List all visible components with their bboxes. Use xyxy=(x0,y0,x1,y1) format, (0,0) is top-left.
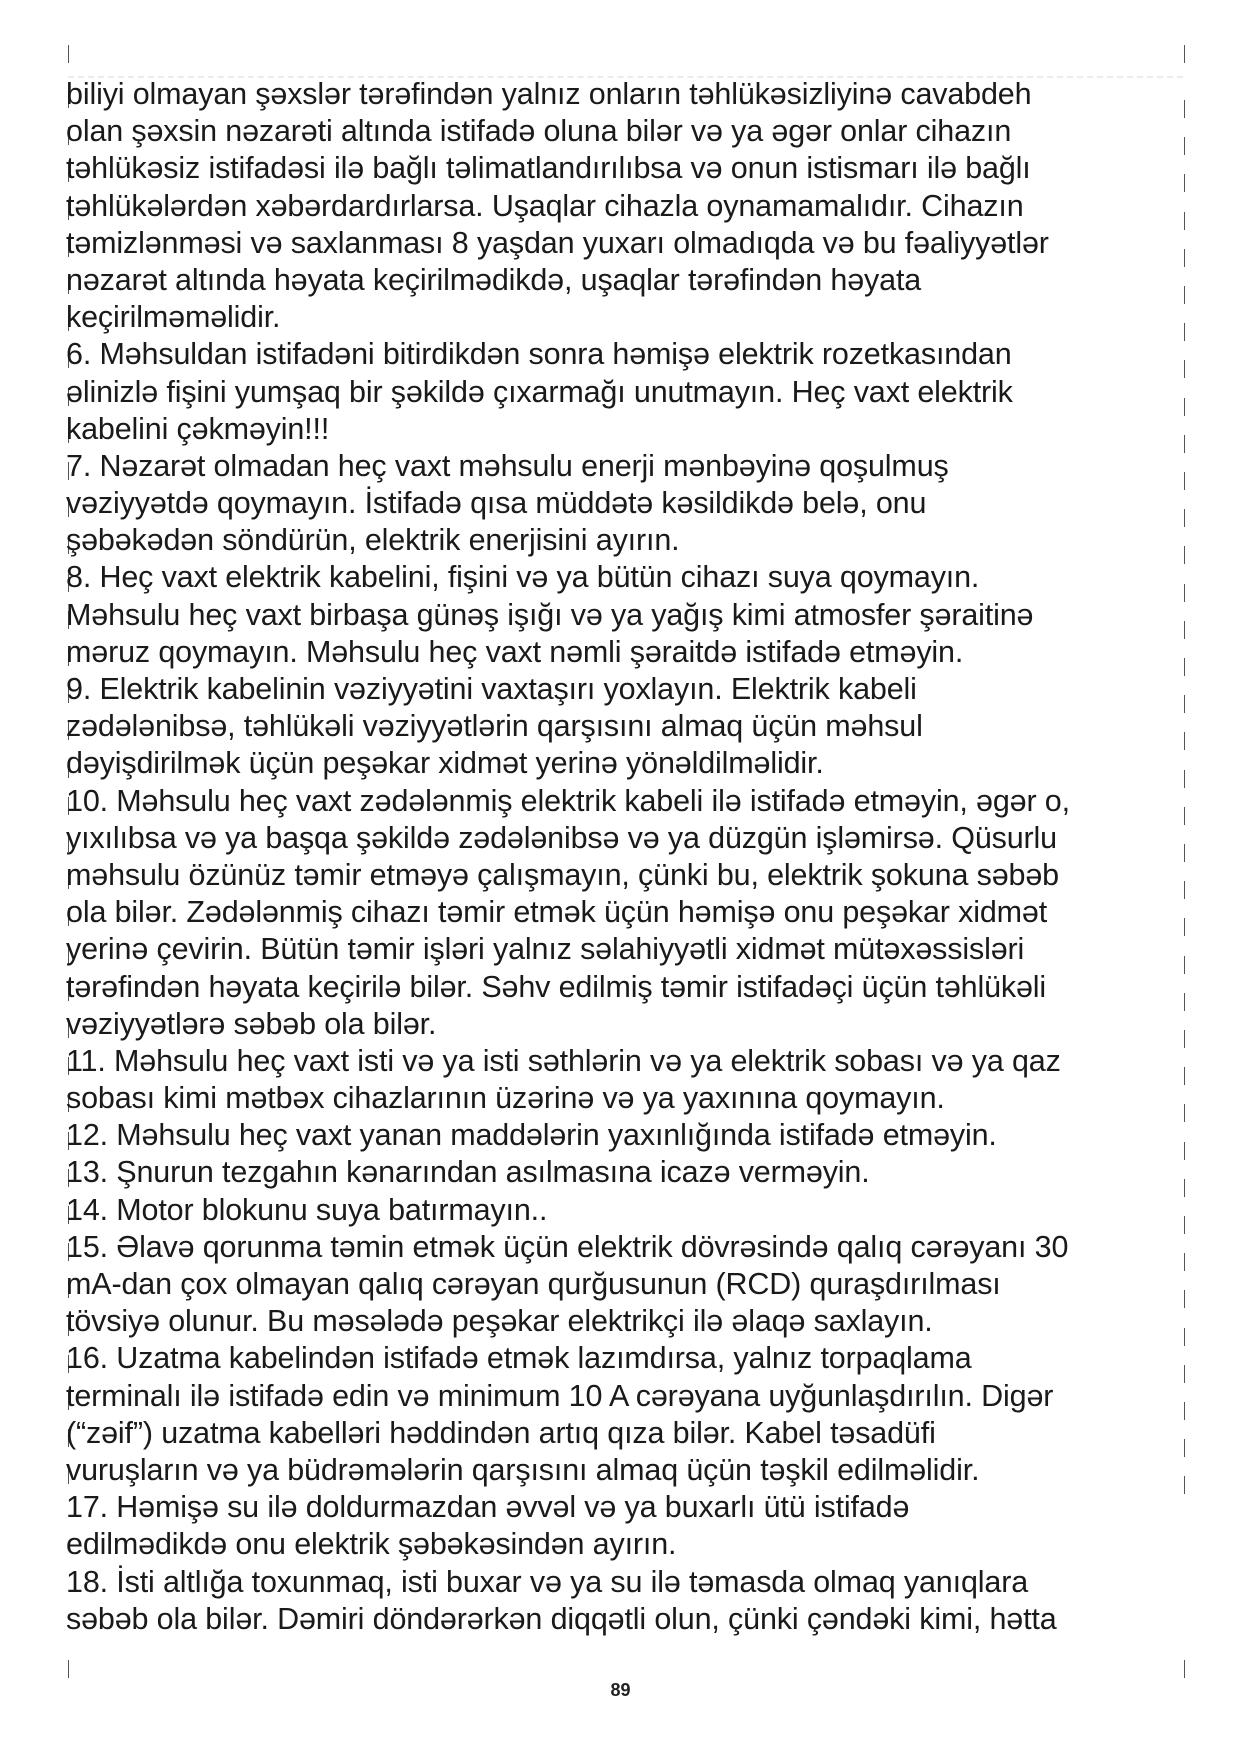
text-line: vəziyyətlərə səbəb ola bilər. xyxy=(66,1006,437,1041)
text-line: terminalı ilə istifadə edin və minimum 10 A cərəyana uyğunlaşdırılın. Digər xyxy=(66,1378,1054,1413)
text-line: zədələnibsə, təhlükəli vəziyyətlərin qarşısını almaq üçün məhsul xyxy=(66,709,923,744)
text-line: mA-dan çox olmayan qalıq cərəyan qurğusunun (RCD) quraşdırılması xyxy=(66,1267,1001,1301)
text-line: 13. Şnurun tezgahın kənarından asılmasına icazə verməyin. xyxy=(66,1155,870,1190)
margin-rule xyxy=(1184,45,1185,63)
text-line: tövsiyə olunur. Bu məsələdə peşəkar elektrikçi ilə əlaqə saxlayın. xyxy=(66,1304,933,1339)
text-line: səbəb ola bilər. Dəmiri döndərərkən diqqətli olun, çünki çəndəki kimi, hətta xyxy=(66,1601,1057,1636)
text-line: sobası kimi mətbəx cihazlarının üzərinə və ya yaxınına qoymayın. xyxy=(66,1081,945,1116)
text-line: dəyişdirilmək üçün peşəkar xidmət yerinə yönəldilməlidir. xyxy=(66,746,824,781)
text-line: 15. Əlavə qorunma təmin etmək üçün elektrik dövrəsində qalıq cərəyanı 30 xyxy=(66,1229,1069,1264)
text-line: 14. Motor blokunu suya batırmayın.. xyxy=(66,1192,548,1227)
text-line: Məhsulu heç vaxt birbaşa günəş işığı və ya yağış kimi atmosfer şəraitinə xyxy=(66,597,1034,632)
text-line: vuruşların və ya büdrəmələrin qarşısını almaq üçün təşkil edilməlidir. xyxy=(66,1452,980,1487)
margin-rule xyxy=(1184,1660,1185,1678)
text-line: tərəfindən həyata keçirilə bilər. Səhv edilmiş təmir istifadəçi üçün təhlükəli xyxy=(66,969,1047,1004)
text-line: təmizlənməsi və saxlanması 8 yaşdan yuxarı olmadıqda və bu fəaliyyətlər xyxy=(66,225,1049,260)
text-line: məhsulu özünüz təmir etməyə çalışmayın, çünki bu, elektrik şokuna səbəb xyxy=(66,857,1059,892)
text-line: 6. Məhsuldan istifadəni bitirdikdən sonra həmişə elektrik rozetkasından xyxy=(66,337,1012,372)
body-text xyxy=(66,76,1188,1638)
text-line: 7. Nəzarət olmadan heç vaxt məhsulu enerji mənbəyinə qoşulmuş xyxy=(66,448,949,483)
text-line: 8. Heç vaxt elektrik kabelini, fişini və ya bütün cihazı suya qoymayın. xyxy=(66,560,980,595)
text-line: təhlükəsiz istifadəsi ilə bağlı təlimatlandırılıbsa və onun istismarı ilə bağlı xyxy=(66,151,1031,186)
text-line: şəbəkədən söndürün, elektrik enerjisini ayırın. xyxy=(66,523,680,558)
text-line: 17. Həmişə su ilə doldurmazdan əvvəl və ya buxarlı ütü istifadə xyxy=(66,1490,910,1525)
text-line: 11. Məhsulu heç vaxt isti və ya isti səthlərin və ya elektrik sobası və ya qaz xyxy=(66,1043,1061,1078)
text-line: 9. Elektrik kabelinin vəziyyətini vaxtaşırı yoxlayın. Elektrik kabeli xyxy=(66,672,917,706)
text-line: məruz qoymayın. Məhsulu heç vaxt nəmli şəraitdə istifadə etməyin. xyxy=(66,634,964,669)
margin-rule xyxy=(68,45,69,63)
text-line: 16. Uzatma kabelindən istifadə etmək lazımdırsa, yalnız torpaqlama xyxy=(66,1341,972,1376)
text-line: olan şəxsin nəzarəti altında istifadə oluna bilər və ya əgər onlar cihazın xyxy=(66,114,1012,149)
text-line: nəzarət altında həyata keçirilmədikdə, uşaqlar tərəfindən həyata xyxy=(66,262,922,297)
text-line: vəziyyətdə qoymayın. İstifadə qısa müddətə kəsildikdə belə, onu xyxy=(66,486,927,521)
page-number: 89 xyxy=(610,1680,631,1700)
text-line: ola bilər. Zədələnmiş cihazı təmir etmək üçün həmişə onu peşəkar xidmət xyxy=(66,895,1048,930)
text-line: biliyi olmayan şəxslər tərəfindən yalnız onların təhlükəsizliyinə cavabdeh xyxy=(66,77,1032,111)
text-line: keçirilməməlidir. xyxy=(66,300,281,335)
text-line: 12. Məhsulu heç vaxt yanan maddələrin yaxınlığında istifadə etməyin. xyxy=(66,1118,997,1153)
text-line: yerinə çevirin. Bütün təmir işləri yalnız səlahiyyətli xidmət mütəxəssisləri xyxy=(66,932,1025,967)
text-line: edilmədikdə onu elektrik şəbəkəsindən ayırın. xyxy=(66,1527,677,1562)
text-line: 10. Məhsulu heç vaxt zədələnmiş elektrik kabeli ilə istifadə etməyin, əgər o, xyxy=(66,783,1070,818)
margin-rule xyxy=(68,1660,69,1678)
text-line: yıxılıbsa və ya başqa şəkildə zədələnibsə və ya düzgün işləmirsə. Qüsurlu xyxy=(66,820,1057,855)
text-line: (“zəif”) uzatma kabelləri həddindən artıq qıza bilər. Kabel təsadüfi xyxy=(66,1415,936,1450)
text-line: təhlükələrdən xəbərdardırlarsa. Uşaqlar cihazla oynamamalıdır. Cihazın xyxy=(66,188,1024,223)
text-line: 18. İsti altlığa toxunmaq, isti buxar və ya su ilə təmasda olmaq yanıqlara xyxy=(66,1564,1029,1599)
text-line: kabelini çəkməyin!!! xyxy=(66,411,330,446)
text-line: əlinizlə fişini yumşaq bir şəkildə çıxarmağı unutmayın. Heç vaxt elektrik xyxy=(66,374,1013,409)
